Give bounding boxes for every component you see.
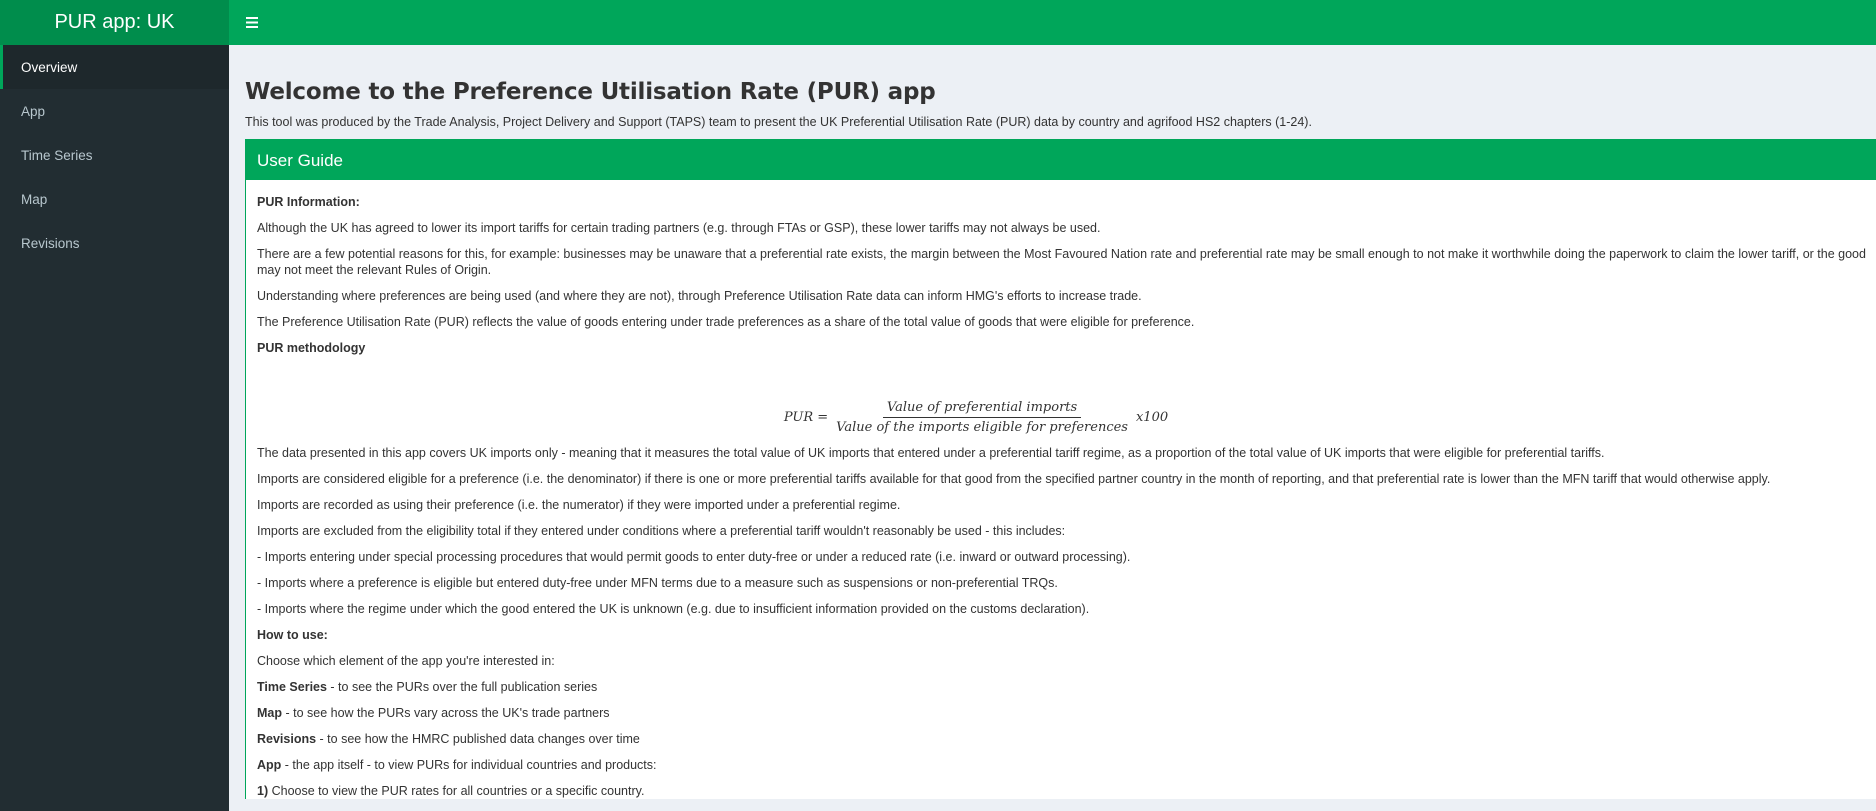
pur-formula <box>257 400 1876 435</box>
header-bar <box>0 0 1876 45</box>
formula-fraction <box>832 400 1132 435</box>
use-term: 1) <box>257 784 269 798</box>
sidebar-item-time-series[interactable] <box>0 133 229 177</box>
use-item-revisions <box>257 731 1876 747</box>
use-desc: - to see how the PURs vary across the UK's trade partners <box>282 706 610 720</box>
sidebar-item-app[interactable] <box>0 89 229 133</box>
navbar <box>229 0 1876 45</box>
use-desc: - to see the PURs over the full publication series <box>326 680 598 694</box>
use-desc: Choose to view the PUR rates for all countries or a specific country. <box>268 784 645 798</box>
use-term: Revisions <box>257 732 317 746</box>
exclusion-item: - Imports where the regime under which the good entered the UK is unknown (e.g. due to insufficient information provided on the customs declaration). <box>257 602 1090 616</box>
use-term: App <box>257 758 282 772</box>
page-title: Welcome to the Preference Utilisation Rate (PUR) app <box>245 79 936 105</box>
how-to-use-heading: How to use: <box>257 628 328 642</box>
guide-paragraph: The Preference Utilisation Rate (PUR) reflects the value of goods entering under trade preferences as a share of the total value of goods that were eligible for preference. <box>257 315 1195 329</box>
user-guide-box <box>245 139 1876 799</box>
formula-numerator: Value of preferential imports <box>883 400 1081 418</box>
hamburger-icon[interactable] <box>229 0 274 45</box>
use-desc: - the app itself - to view PURs for individual countries and products: <box>281 758 657 772</box>
guide-paragraph: Understanding where preferences are being used (and where they are not), through Preference Utilisation Rate data can inform HMG's efforts to increase trade. <box>257 289 1142 303</box>
pur-info-heading: PUR Information: <box>257 195 360 209</box>
user-guide-header: User Guide <box>246 141 1876 180</box>
use-term: Time Series <box>257 680 327 694</box>
sidebar-item-revisions[interactable] <box>0 221 229 265</box>
use-item-time-series <box>257 679 1876 695</box>
exclusion-item: - Imports where a preference is eligible but entered duty-free under MFN terms due to a measure such as suspensions or non-preferential TRQs. <box>257 576 1058 590</box>
sidebar-item-label: Overview <box>21 59 78 75</box>
formula-suffix: x100 <box>1135 410 1169 425</box>
intro-text: This tool was produced by the Trade Analysis, Project Delivery and Support (TAPS) team to present the UK Preferential Utilisation Rate (PUR) data by country and agrifood HS2 chapters (1-24). <box>245 115 1312 129</box>
use-desc: - to see how the HMRC published data changes over time <box>316 732 640 746</box>
guide-paragraph: Imports are considered eligible for a preference (i.e. the denominator) if there is one or more preferential tariffs available for that good from the specified partner country in the month of reporting, and that preferential rate is lower than the MFN tariff that would otherwise apply. <box>257 472 1771 486</box>
use-item-app <box>257 757 1876 773</box>
sidebar-item-overview[interactable] <box>0 45 229 89</box>
sidebar-item-label: App <box>21 103 46 119</box>
sidebar-item-label: Revisions <box>21 235 80 251</box>
methodology-heading: PUR methodology <box>257 341 366 355</box>
guide-paragraph: The data presented in this app covers UK imports only - meaning that it measures the total value of UK imports that entered under a preferential tariff regime, as a proportion of the total value of UK imports that were eligible for preferential tariffs. <box>257 446 1605 460</box>
use-term: Map <box>257 706 282 720</box>
use-step-1 <box>257 783 1876 799</box>
guide-paragraph: There are a few potential reasons for this, for example: businesses may be unaware that a preferential rate exists, the margin between the Most Favoured Nation rate and preferential rate may be small enough to not make it worthwhile doing the paperwork to claim the lower tariff, or the good may not meet the relevant Rules of Origin. <box>257 247 1866 277</box>
guide-paragraph: Although the UK has agreed to lower its import tariffs for certain trading partners (e.g. through FTAs or GSP), these lower tariffs may not always be used. <box>257 221 1101 235</box>
user-guide-body <box>246 180 1876 799</box>
how-to-use-intro: Choose which element of the app you're interested in: <box>257 654 555 668</box>
guide-paragraph: Imports are recorded as using their preference (i.e. the numerator) if they were imported under a preferential regime. <box>257 498 901 512</box>
app-brand: PUR app: UK <box>0 0 229 45</box>
exclusion-item: - Imports entering under special processing procedures that would permit goods to enter duty-free or under a reduced rate (i.e. inward or outward processing). <box>257 550 1131 564</box>
sidebar-item-label: Map <box>21 191 48 207</box>
use-item-map <box>257 705 1876 721</box>
formula-denominator: Value of the imports eligible for preferences <box>836 420 1128 435</box>
main-content <box>229 45 1876 811</box>
guide-paragraph: Imports are excluded from the eligibility total if they entered under conditions where a preferential tariff wouldn't reasonably be used - this includes: <box>257 524 1066 538</box>
sidebar-item-map[interactable] <box>0 177 229 221</box>
sidebar <box>0 45 229 811</box>
formula-lhs: PUR = <box>783 410 829 425</box>
sidebar-item-label: Time Series <box>21 147 93 163</box>
